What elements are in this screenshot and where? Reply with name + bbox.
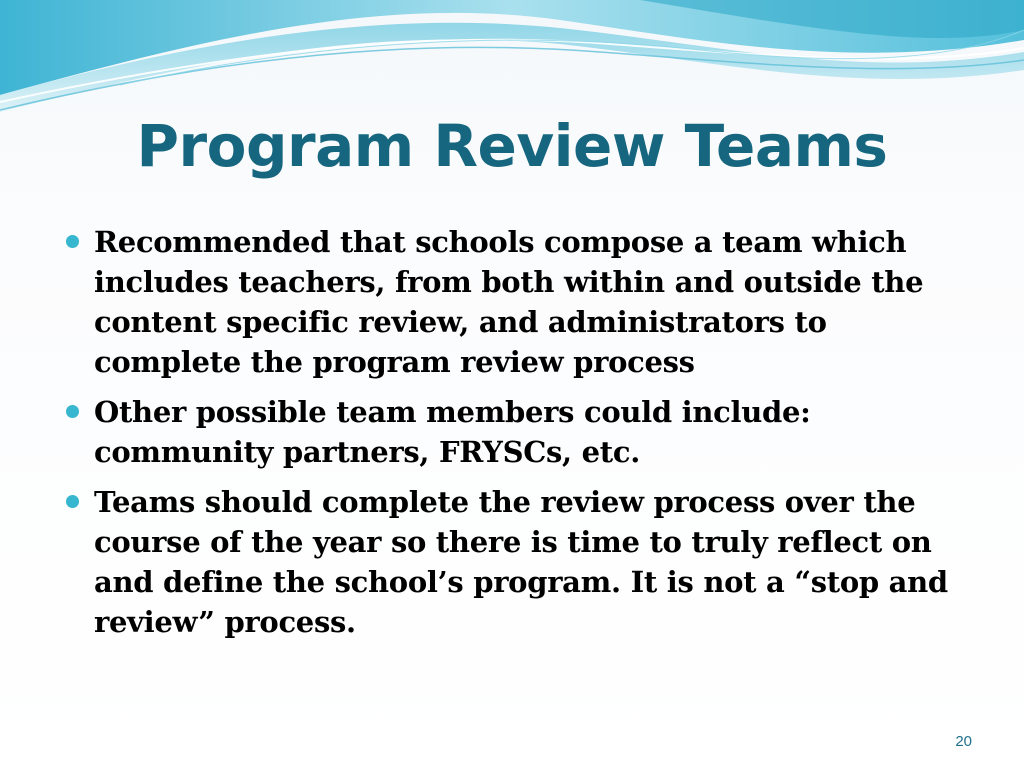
- bullet-dot-icon: [66, 495, 79, 508]
- bullet-dot-icon: [66, 235, 79, 248]
- slide-title: Program Review Teams: [136, 112, 888, 180]
- slide-number: 20: [955, 733, 972, 750]
- bullet-text: Other possible team members could include: community partners, FRYSCs, etc.: [94, 395, 811, 469]
- bullet-list: [60, 222, 960, 652]
- bullet-item: [60, 482, 960, 642]
- bullet-text: Teams should complete the review process over the course of the year so there is time to truly reflect on and define the school’s program. It is not a “stop and review” process.: [94, 485, 948, 639]
- bullet-dot-icon: [66, 405, 79, 418]
- bullet-item: [60, 222, 960, 382]
- bullet-item: [60, 392, 960, 472]
- bullet-text: Recommended that schools compose a team which includes teachers, from both within and outside the content specific review, and administrators to complete the program review process: [94, 225, 924, 379]
